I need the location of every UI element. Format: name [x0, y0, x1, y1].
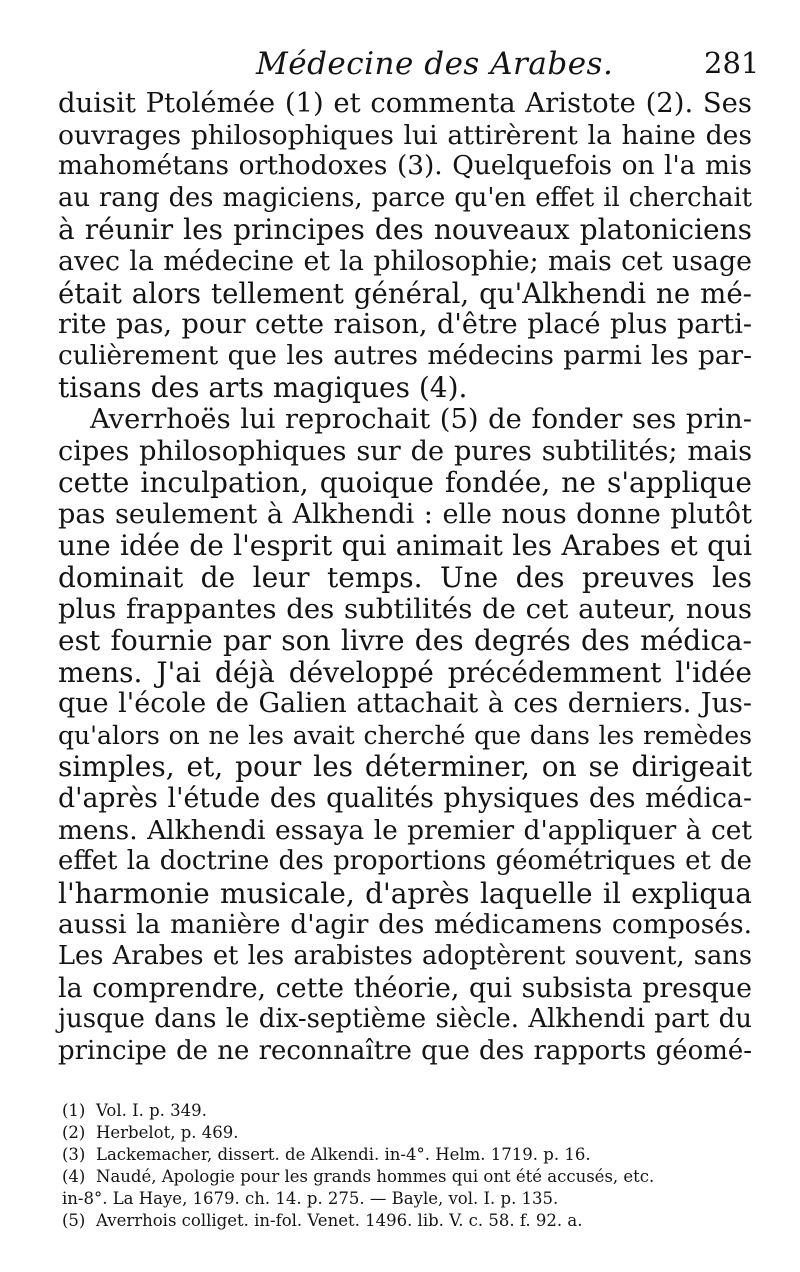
text-line: que l'école de Galien attachait à ces derniers. Jus-: [58, 688, 752, 720]
footnote-text: Naudé, Apologie pour les grands hommes qui ont été accusés, etc.: [96, 1167, 655, 1186]
text-line: l'harmonie musicale, d'après laquelle il expliqua: [58, 876, 752, 910]
text-line: duisit Ptolémée (1) et commenta Aristote (2). Ses: [58, 88, 752, 119]
body-text: [58, 88, 752, 1067]
text-line: mahométans orthodoxes (3). Quelquefois on l'a mis: [58, 151, 752, 182]
footnote: [62, 1122, 742, 1144]
text-line: principe de ne reconnaître que des rapports géomé-: [58, 1035, 752, 1066]
text-line: effet la doctrine des proportions géométriques et de: [58, 846, 752, 877]
footnote-mark: (4): [62, 1167, 86, 1186]
footnote-mark: (5): [62, 1211, 86, 1230]
footnote-text: in-8°. La Haye, 1679. ch. 14. p. 275. — Bayle, vol. I. p. 135.: [62, 1189, 559, 1208]
footnote: [62, 1210, 742, 1232]
text-line: mens. Alkhendi essaya le premier d'appliquer à cet: [58, 814, 752, 846]
text-line: une idée de l'esprit qui animait les Arabes et qui: [58, 529, 752, 563]
text-line: à réunir les principes des nouveaux platoniciens: [58, 213, 752, 247]
text-line: dominait de leur temps. Une des preuves les: [58, 560, 752, 594]
text-line: culièrement que les autres médecins parmi les par-: [58, 340, 752, 371]
text-line: tisans des arts magiques (4).: [58, 371, 468, 405]
footnote-text: Herbelot, p. 469.: [96, 1123, 239, 1142]
text-line: était alors tellement général, qu'Alkhendi ne mé-: [58, 276, 752, 310]
footnote-text: Averrhois colliget. in-fol. Venet. 1496. lib. V. c. 58. f. 92. a.: [96, 1211, 583, 1230]
text-line: jusque dans le dix-septième siècle. Alkhendi part du: [58, 1004, 752, 1035]
running-title: Médecine des Arabes.: [256, 46, 614, 82]
text-line: rite pas, pour cette raison, d'être placé plus parti-: [58, 309, 752, 341]
text-line: ouvrages philosophiques lui attirèrent la haine des: [58, 119, 752, 151]
text-line: d'après l'étude des qualités physiques des médica-: [58, 783, 752, 815]
text-line: la comprendre, cette théorie, qui subsista presque: [58, 972, 752, 1004]
text-line: mens. J'ai déjà développé précédemment l'idée: [58, 655, 752, 689]
footnote-text: Vol. I. p. 349.: [96, 1101, 207, 1120]
footnote: [62, 1144, 742, 1166]
text-line: cipes philosophiques sur de pures subtilités; mais: [58, 435, 752, 467]
text-line: avec la médecine et la philosophie; mais cet usage: [58, 245, 752, 277]
text-line: cette inculpation, quoique fondée, ne s'applique: [58, 466, 752, 500]
text-line: est fournie par son livre des degrés des médica-: [58, 624, 752, 658]
text-line: aussi la manière d'agir des médicamens composés.: [58, 909, 752, 941]
text-line: au rang des magiciens, parce qu'en effet il cherchait: [58, 182, 752, 213]
footnote-continuation: [62, 1188, 742, 1210]
footnote-mark: (2): [62, 1123, 86, 1142]
footnote: [62, 1100, 742, 1122]
text-line: Averrhoës lui reprochait (5) de fonder ses prin-: [90, 403, 752, 435]
text-line: plus frappantes des subtilités de cet auteur, nous: [58, 592, 752, 625]
footnote-text: Lackemacher, dissert. de Alkendi. in-4°. Helm. 1719. p. 16.: [96, 1145, 591, 1164]
footnote-mark: (3): [62, 1145, 86, 1164]
text-line: simples, et, pour les déterminer, on se dirigeait: [58, 750, 752, 784]
page-number: 281: [704, 46, 760, 80]
text-line: pas seulement à Alkhendi : elle nous donne plutôt: [58, 498, 752, 530]
page-header: [0, 44, 800, 94]
footnote-mark: (1): [62, 1101, 86, 1120]
footnote: [62, 1166, 742, 1188]
text-line: qu'alors on ne les avait cherché que dans les remèdes: [58, 720, 752, 750]
text-line: Les Arabes et les arabistes adoptèrent souvent, sans: [58, 941, 752, 972]
footnotes: [62, 1100, 742, 1232]
